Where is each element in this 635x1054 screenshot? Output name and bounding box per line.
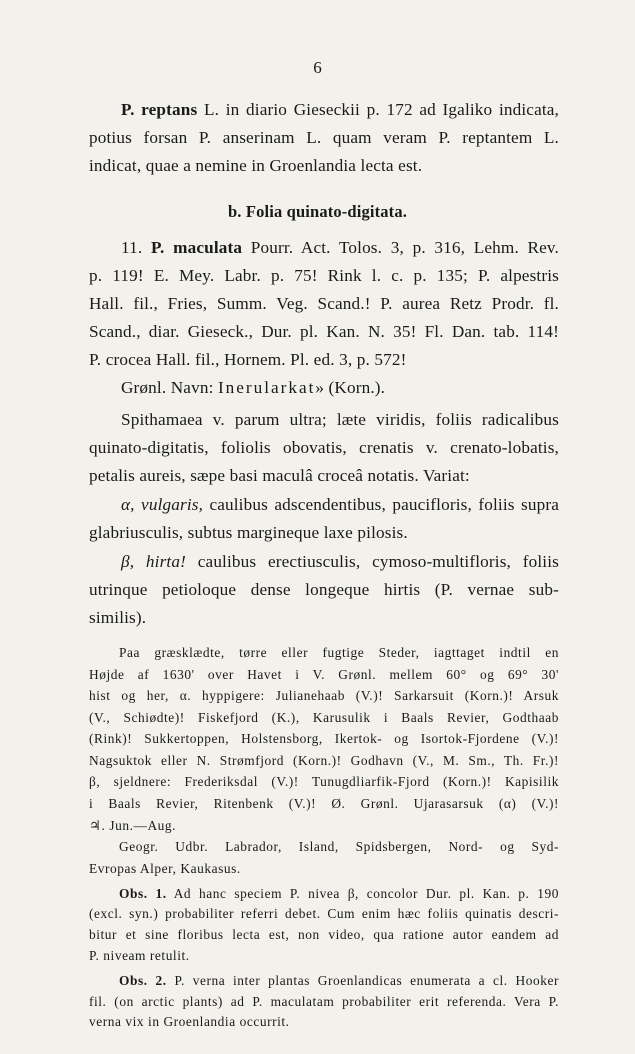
- species-11-line-2: p. 119! E. Mey. Labr. p. 75! Rink l. c. p. 135; P. alpestris: [89, 266, 559, 285]
- variety-alpha-line-1: α, vulgaris, caulibus adscendentibus, paucifloris, foliis supra: [121, 495, 559, 514]
- section-heading: b. Folia quinato-digitata.: [227, 202, 407, 221]
- vernacular-name: Inerularkat: [217, 378, 316, 397]
- variety-beta-line-2: utrinque petioloque dense longeque hirtis (P. vernae sub-: [89, 580, 559, 599]
- variety-beta-label: β, hirta!: [121, 552, 186, 571]
- description-line-3: petalis aureis, sæpe basi maculâ croceâ notatis. Variat:: [89, 466, 470, 485]
- obs-2-line-3: verna vix in Groenlandia occurrit.: [89, 1014, 290, 1030]
- obs-2-line-1: Obs. 2. P. verna inter plantas Groenlandicas enumerata a cl. Hooker: [119, 972, 559, 988]
- species-name-maculata: P. maculata: [150, 238, 243, 257]
- obs-2-line-2: fil. (on arctic plants) ad P. maculatam probabiliter erit referenda. Vera P.: [89, 993, 559, 1009]
- obs-1-line-4: P. niveam retulit.: [89, 947, 190, 963]
- vernacular-name-line: Grønl. Navn: Inerularkat» (Korn.).: [121, 378, 386, 397]
- variety-alpha-label: α, vulgaris,: [121, 495, 204, 514]
- reptans-line-3: indicat, quae a nemine in Groenlandia lecta est.: [89, 156, 423, 175]
- species-number: 11.: [121, 238, 143, 257]
- reptans-line-1: P. reptans L. in diario Gieseckii p. 172 ad Igaliko indicata,: [121, 100, 559, 119]
- habitat-line-1: Paa græsklædte, tørre eller fugtige Steder, iagttaget indtil en: [119, 645, 559, 660]
- variety-beta-line-1: β, hirta! caulibus erectiusculis, cymoso-multifloris, foliis: [121, 552, 559, 571]
- geography-line-2: Evropas Alper, Kaukasus.: [89, 860, 241, 876]
- obs-2-label: Obs. 2.: [119, 972, 167, 988]
- species-11-line-1: 11. P. maculata Pourr. Act. Tolos. 3, p. 316, Lehm. Rev.: [121, 238, 559, 257]
- species-name-reptans: P. reptans: [121, 100, 198, 119]
- obs-1-line-3: bitur et sine floribus lecta est, non video, qua ratione autor eandem ad: [89, 927, 559, 943]
- habitat-line-4: (V., Schiødte)! Fiskefjord (K.), Karusulik i Baals Revier, Godthaab: [89, 709, 559, 725]
- description-line-1: Spithamaea v. parum ultra; læte viridis, foliis radicalibus: [121, 410, 559, 429]
- habitat-line-7: β, sjeldnere: Frederiksdal (V.)! Tunugdliarfik-Fjord (Korn.)! Kapisilik: [89, 774, 559, 790]
- reptans-line-2: potius forsan P. anserinam L. quam veram P. reptantem L.: [89, 128, 559, 147]
- obs-1-line-2: (excl. syn.) probabiliter referri debet. Cum enim hæc foliis quinatis descri-: [89, 906, 559, 922]
- obs-1-line-1: Obs. 1. Ad hanc speciem P. nivea β, concolor Dur. pl. Kan. p. 190: [119, 885, 559, 901]
- species-11-line-3: Hall. fil., Fries, Summ. Veg. Scand.! P. aurea Retz Prodr. fl.: [89, 294, 559, 313]
- species-11-line-4: Scand., diar. Gieseck., Dur. pl. Kan. N. 35! Fl. Dan. tab. 114!: [89, 322, 559, 341]
- habitat-line-5: (Rink)! Sukkertoppen, Holstensborg, Ikertok- og Isortok-Fjordene (V.)!: [89, 731, 559, 747]
- habitat-line-6: Nagsuktok eller N. Strømfjord (Korn.)! Godhavn (V., M. Sm., Th. Fr.)!: [89, 752, 559, 768]
- variety-beta-line-3: similis).: [89, 608, 147, 627]
- obs-1-label: Obs. 1.: [119, 885, 167, 901]
- geography-line-1: Geogr. Udbr. Labrador, Island, Spidsbergen, Nord- og Syd-: [119, 839, 559, 855]
- habitat-line-3: hist og her, α. hyppigere: Julianehaab (V.)! Sarkarsuit (Korn.)! Arsuk: [89, 688, 559, 704]
- habitat-line-9: ♃. Jun.—Aug.: [89, 817, 177, 833]
- habitat-line-8: i Baals Revier, Ritenbenk (V.)! Ø. Grønl. Ujarasarsuk (α) (V.)!: [89, 796, 559, 812]
- description-line-2: quinato-digitatis, foliolis obovatis, crenatis v. crenato-lobatis,: [89, 438, 559, 457]
- habitat-line-2: Højde af 1630' over Havet i V. Grønl. mellem 60° og 69° 30': [89, 666, 559, 682]
- page-number: 6: [313, 58, 322, 77]
- species-11-line-5: P. crocea Hall. fil., Hornem. Pl. ed. 3, p. 572!: [89, 350, 407, 369]
- variety-alpha-line-2: glabriusculis, subtus margineque laxe pilosis.: [89, 523, 408, 542]
